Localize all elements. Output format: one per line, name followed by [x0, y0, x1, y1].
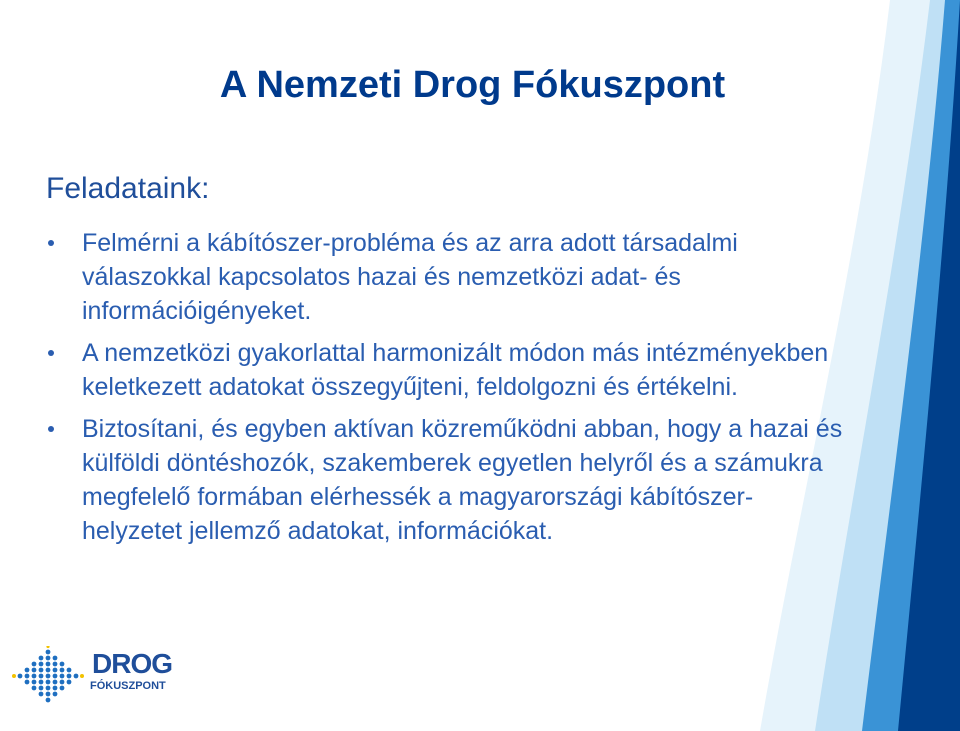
bullet-dot-icon	[48, 426, 54, 432]
bullet-text: Felmérni a kábítószer-probléma és az arra adott társadalmi válaszokkal kapcsolatos hazai és nemzetközi adat- és információigényeket.	[82, 229, 738, 325]
bullet-list	[46, 226, 846, 556]
logo-wordmark-fokuszpont: FÓKUSZPONT	[90, 680, 166, 692]
bullet-item	[46, 336, 846, 404]
logo-dot-grid-icon	[8, 646, 88, 704]
bullet-item	[46, 412, 846, 548]
bullet-text: Biztosítani, és egyben aktívan közreműködni abban, hogy a hazai és külföldi döntéshozók, szakemberek egyetlen helyről és a számukra megfelelő formában elérhessék a magyarországi kábítószer-helyzetet jellemző adatokat, információkat.	[82, 415, 843, 545]
bullet-dot-icon	[48, 240, 54, 246]
bullet-item	[46, 226, 846, 328]
logo-wordmark-drog: DROG	[92, 648, 172, 679]
drog-fokuszpont-logo	[8, 646, 183, 706]
bullet-dot-icon	[48, 350, 54, 356]
bullet-text: A nemzetközi gyakorlattal harmonizált módon más intézményekben keletkezett adatokat összegyűjteni, feldolgozni és értékelni.	[82, 339, 829, 401]
slide-title: A Nemzeti Drog Fókuszpont	[219, 64, 726, 106]
slide-subtitle: Feladataink:	[46, 172, 210, 205]
